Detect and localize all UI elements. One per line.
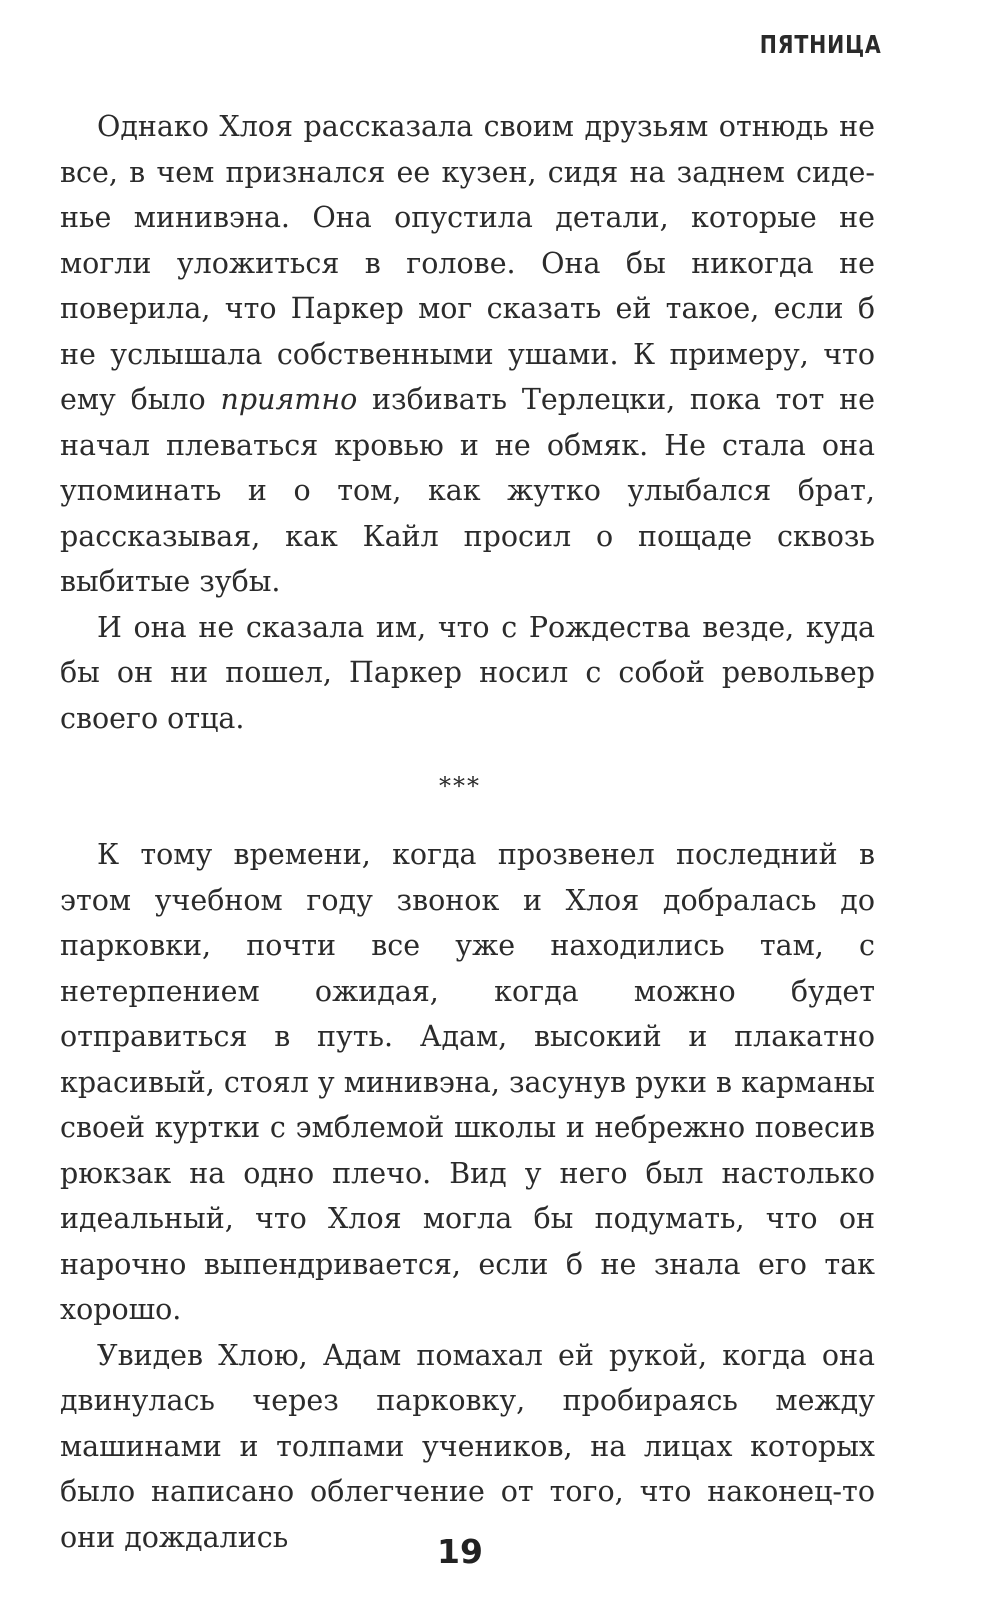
paragraph: И она не сказала им, что с Рождества везде, куда бы он ни пошел, Паркер носил с собой револьвер своего отца. xyxy=(60,610,875,735)
paragraph: Увидев Хлою, Адам помахал ей рукой, когда она двинулась через парковку, пробираясь между машинами и толпами учеников, на лицах которых было написано облегчение от того, что наконец-то они дождались xyxy=(60,1338,875,1554)
running-header: ПЯТНИЦА xyxy=(760,30,882,59)
paragraph: К тому времени, когда прозвенел последний в этом учебном году звонок и Хлоя добралась до парковки, почти все уже находились там, с нетерпением ожидая, когда можно будет отправиться в путь. Адам, высокий и плакатно красивый, стоял у минивэна, засунув руки в карманы своей куртки с эмблемой школы и небрежно повесив рюкзак на одно плечо. Вид у него был настолько идеальный, что Хлоя могла бы подумать, что он нарочно выпендривается, если б не знала его так хорошо. xyxy=(60,838,875,1326)
body-text-section-1 xyxy=(60,104,875,741)
paragraph-text: избивать Терлецки, пока тот не начал плеваться кровью и не обмяк. Не стала она упоминать и о том, как жутко улыбался брат, рассказывая, как Кайл просил о пощаде сквозь выбитые зубы. xyxy=(60,383,875,598)
body-text-section-2 xyxy=(60,832,875,1560)
section-separator: *** xyxy=(439,772,481,800)
paragraph xyxy=(60,104,875,605)
emphasized-word: приятно xyxy=(220,383,358,416)
paragraph-text: Однако Хлоя рассказала своим друзьям отнюдь не все, в чем признался ее кузен, сидя на заднем сиденье минивэна. Она опустила детали, которые не могли уложиться в голове. Она бы никогда не поверила, что Паркер мог сказать ей такое, если б не услышала собственными ушами. К примеру, что ему было xyxy=(60,110,875,416)
page-number: 19 xyxy=(437,1532,483,1571)
